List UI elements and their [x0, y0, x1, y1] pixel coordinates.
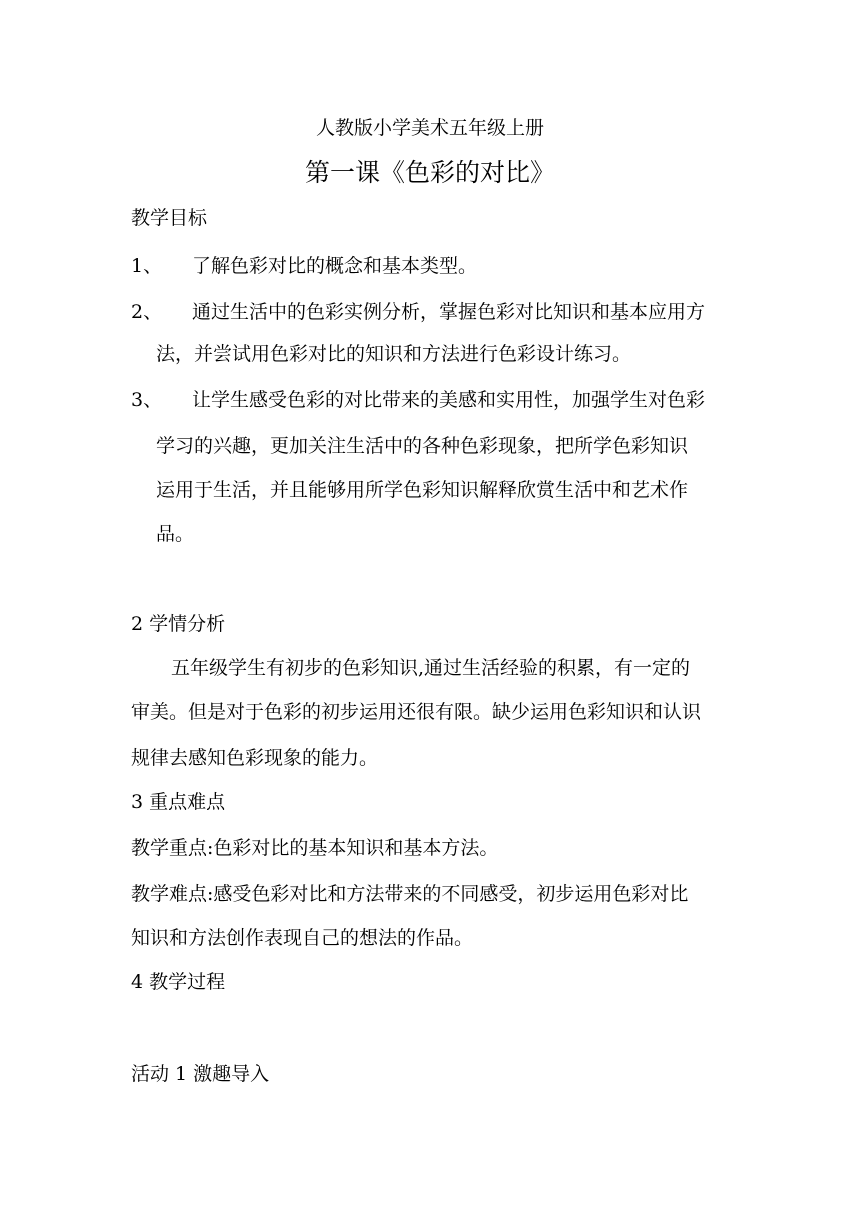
objective-line: 了解色彩对比的概念和基本类型。 — [192, 255, 478, 277]
objective-line: 让学生感受色彩的对比带来的美感和实用性，加强学生对色彩 — [192, 389, 706, 411]
objective-number: 3、 — [131, 389, 163, 411]
difficulty-heading: 3 重点难点 — [131, 791, 226, 813]
analysis-line: 规律去感知色彩现象的能力。 — [131, 747, 379, 769]
analysis-line: 审美。但是对于色彩的初步运用还很有限。缺少运用色彩知识和认识 — [131, 701, 702, 723]
page-title: 第一课《色彩的对比》 — [304, 158, 555, 187]
key-point-line: 教学重点:色彩对比的基本知识和基本方法。 — [131, 837, 499, 859]
objective-line: 学习的兴趣，更加关注生活中的各种色彩现象，把所学色彩知识 — [156, 435, 689, 457]
objective-line: 品。 — [156, 523, 195, 545]
activity-heading: 活动 1 激趣导入 — [131, 1063, 270, 1085]
objective-line: 法，并尝试用色彩对比的知识和方法进行色彩设计练习。 — [156, 343, 632, 365]
difficulty-line: 教学难点:感受色彩对比和方法带来的不同感受，初步运用色彩对比 — [131, 883, 689, 905]
supertitle: 人教版小学美术五年级上册 — [315, 117, 544, 139]
analysis-line: 五年级学生有初步的色彩知识,通过生活经验的积累，有一定的 — [171, 657, 691, 679]
analysis-heading: 2 学情分析 — [131, 613, 226, 635]
objective-line: 通过生活中的色彩实例分析，掌握色彩对比知识和基本应用方 — [192, 301, 706, 323]
process-heading: 4 教学过程 — [131, 971, 226, 993]
objective-number: 1、 — [131, 255, 163, 277]
objectives-heading: 教学目标 — [131, 207, 208, 229]
objective-line: 运用于生活，并且能够用所学色彩知识解释欣赏生活中和艺术作 — [156, 479, 689, 501]
difficulty-line: 知识和方法创作表现自己的想法的作品。 — [131, 927, 474, 949]
objective-number: 2、 — [131, 301, 163, 323]
